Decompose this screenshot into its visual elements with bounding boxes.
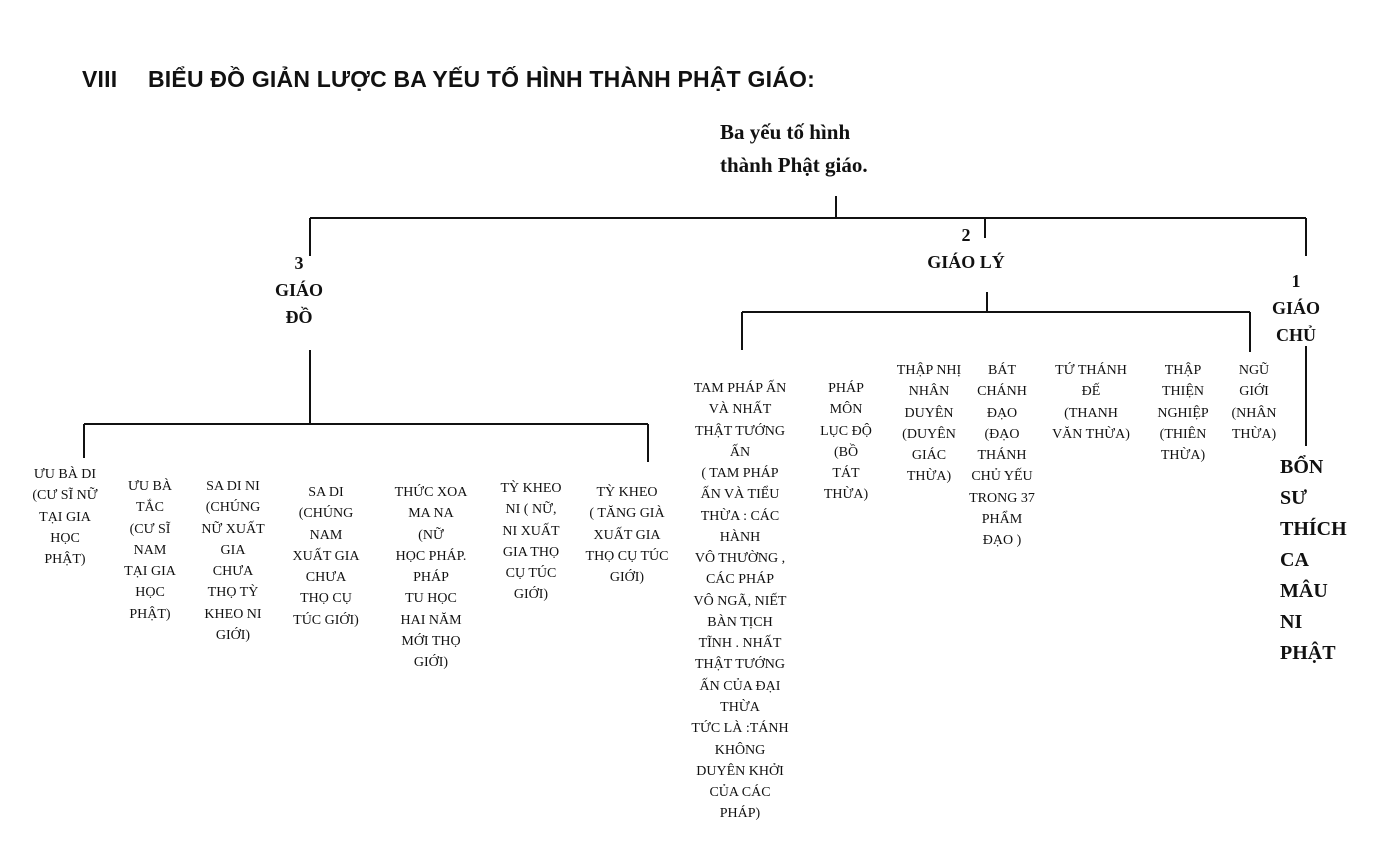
category-giao-do: 3 GIÁO ĐỒ: [274, 253, 323, 327]
giao-do-item: TỲ KHEO NI ( NỮ, NI XUẤT GIA THỌ CỤ TÚC GIỚI): [500, 481, 562, 603]
root-node: Ba yếu tố hình thành Phật giáo.: [720, 120, 868, 177]
title-text: BIỂU ĐỒ GIẢN LƯỢC BA YẾU TỐ HÌNH THÀNH PHẬT GIÁO:: [148, 66, 815, 92]
giao-ly-item: PHÁP MÔN LỤC ĐỘ (BỒ TÁT THỪA): [820, 381, 872, 503]
giao-ly-item: THẬP THIỆN NGHIỆP (THIÊN THỪA): [1157, 363, 1209, 464]
diagram-title: [82, 66, 815, 93]
giao-do-item: SA DI NI (CHÚNG NỮ XUẤT GIA CHƯA THỌ TỲ KHEO NI GIỚI): [201, 479, 265, 643]
giao-ly-item: NGŨ GIỚI (NHÂN THỪA): [1231, 363, 1277, 442]
giao-ly-item: THẬP NHỊ NHÂN DUYÊN (DUYÊN GIÁC THỪA): [896, 363, 962, 485]
title-number: VIII: [82, 66, 118, 92]
giao-chu-item: BỔN SƯ THÍCH CA MÂU NI PHẬT: [1280, 456, 1347, 664]
giao-do-item: SA DI (CHÚNG NAM XUẤT GIA CHƯA THỌ CỤ TÚC GIỚI): [292, 485, 360, 628]
giao-do-item: TỲ KHEO ( TĂNG GIÀ XUẤT GIA THỌ CỤ TÚC GIỚI): [585, 485, 669, 586]
giao-do-item: ƯU BÀ TẮC (CƯ SĨ NAM TẠI GIA HỌC PHẬT): [124, 479, 176, 622]
giao-ly-item: TAM PHÁP ẤN VÀ NHẤT THẬT TƯỚNG ẤN ( TAM PHÁP ẤN VÀ TIỂU THỪA : CÁC HÀNH VÔ THƯỜNG , CÁC PHÁP VÔ NGÃ, NIẾT BÀN TỊCH TĨNH . NHẤT THẬT TƯỚNG ẤN CỦA ĐẠI THỪA TỨC LÀ :TÁNH KHÔNG DUYÊN KHỞI CỦA CÁC PHÁP): [691, 381, 789, 822]
giao-ly-item: TỨ THÁNH ĐẾ (THANH VĂN THỪA): [1052, 363, 1130, 442]
giao-do-item: ƯU BÀ DI (CƯ SĨ NỮ TẠI GIA HỌC PHẬT): [32, 467, 98, 568]
giao-ly-item: BÁT CHÁNH ĐẠO (ĐẠO THÁNH CHỦ YẾU TRONG 37 PHẨM ĐẠO ): [969, 363, 1035, 549]
category-giao-chu: 1 GIÁO CHỦ: [1271, 271, 1320, 345]
category-giao-ly: 2 GIÁO LÝ: [927, 225, 1005, 272]
giao-do-item: THỨC XOA MA NA (NỮ HỌC PHÁP. PHÁP TU HỌC HAI NĂM MỚI THỌ GIỚI): [394, 485, 468, 671]
